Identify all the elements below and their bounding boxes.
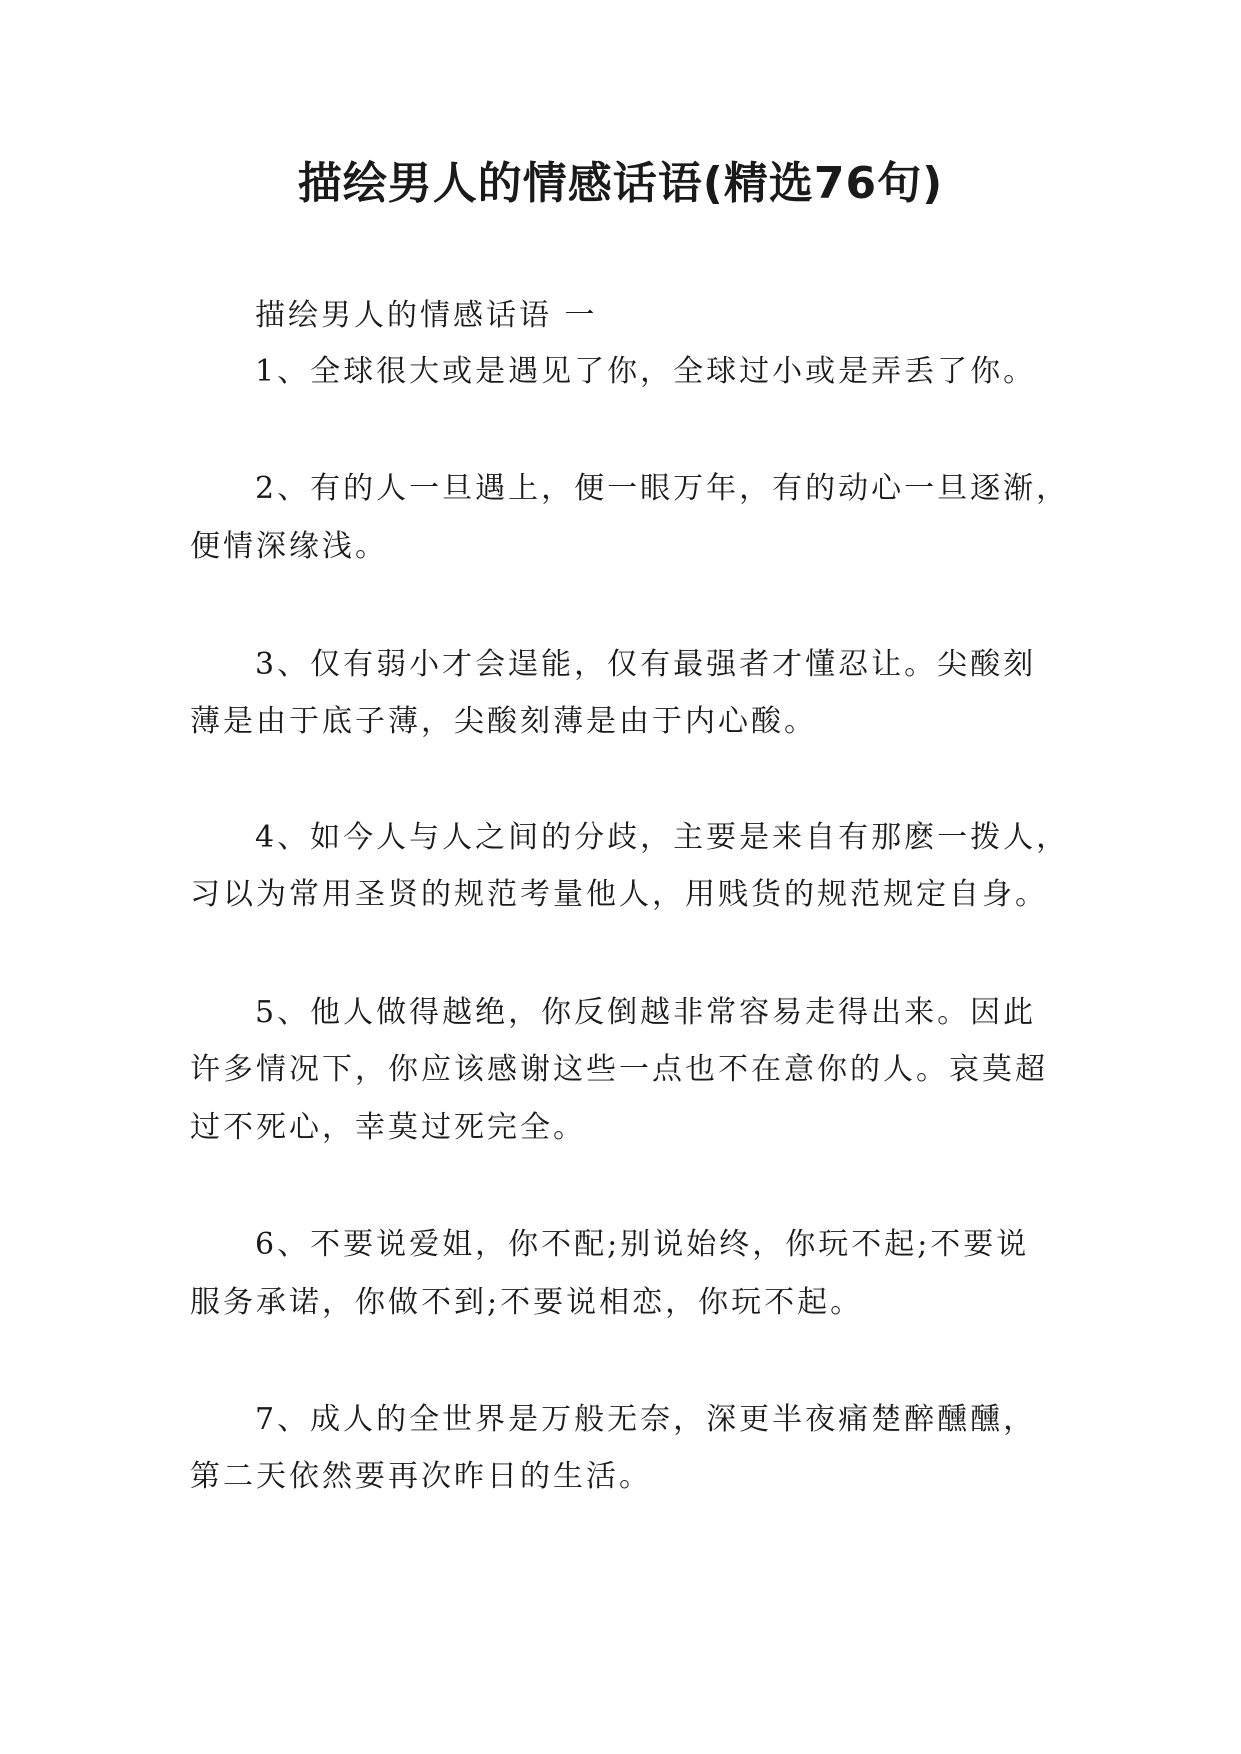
- paragraph-7-line-2: 第二天依然要再次昨日的生活。: [190, 1459, 652, 1494]
- paragraph-6-line-2: 服务承诺，你做不到;不要说相恋，你玩不起。: [190, 1285, 864, 1320]
- paragraph-2-line-1: 2、有的人一旦遇上，便一眼万年，有的动心一旦逐渐，: [255, 471, 1070, 506]
- paragraph-3-line-1: 3、仅有弱小才会逞能，仅有最强者才懂忍让。尖酸刻: [255, 647, 1037, 682]
- paragraph-3-line-2: 薄是由于底子薄，尖酸刻薄是由于内心酸。: [190, 704, 817, 739]
- paragraph-4-line-1: 4、如今人与人之间的分歧，主要是来自有那麽一拨人，: [255, 820, 1070, 855]
- document-title: 描绘男人的情感话语(精选76句): [297, 158, 944, 209]
- paragraph-5-line-2: 许多情况下，你应该感谢这些一点也不在意你的人。哀莫超: [190, 1052, 1048, 1087]
- paragraph-6-line-1: 6、不要说爱姐，你不配;别说始终，你玩不起;不要说: [255, 1227, 1030, 1262]
- paragraph-5-line-1: 5、他人做得越绝，你反倒越非常容易走得出来。因此: [255, 995, 1037, 1030]
- paragraph-2-line-2: 便情深缘浅。: [190, 529, 388, 564]
- paragraph-1-line-1: 1、全球很大或是遇见了你，全球过小或是弄丢了你。: [255, 354, 1037, 389]
- paragraph-5-line-3: 过不死心，幸莫过死完全。: [190, 1110, 586, 1145]
- paragraph-7-line-1: 7、成人的全世界是万般无奈，深更半夜痛楚醉醺醺，: [255, 1402, 1037, 1437]
- paragraph-4-line-2: 习以为常用圣贤的规范考量他人，用贱货的规范规定自身。: [190, 877, 1048, 912]
- section-heading: 描绘男人的情感话语 一: [255, 298, 598, 333]
